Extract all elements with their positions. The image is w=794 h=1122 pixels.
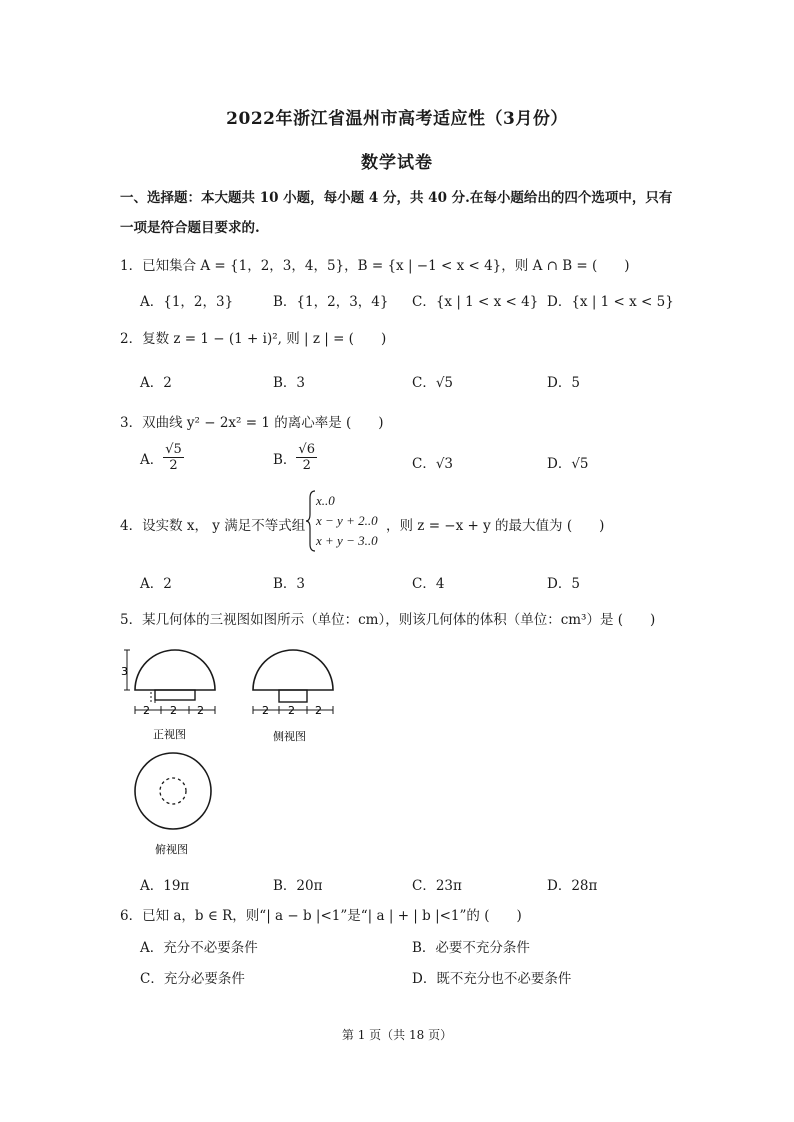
fraction-denominator: 2 [169,458,178,473]
question-1-option-c: C．{x | 1 < x < 4} [412,294,539,310]
question-1-option-a: A．{1，2，3} [140,294,234,310]
question-6-option-b: B．必要不充分条件 [412,940,530,956]
question-5-option-a: A．19π [140,878,190,894]
question-1-option-d: D．{x | 1 < x < 5} [547,294,674,310]
question-4-stem-post: ，则 z = −x + y 的最大值为 ( ) [386,518,605,534]
side-view-label: 侧视图 [273,730,306,743]
question-3-option-a-label: A． [140,451,164,468]
section-heading-line1: 一、选择题：本大题共 10 小题，每小题 4 分，共 40 分.在每小题给出的四个选项中，只有 [120,190,673,206]
fraction-sqrt6-over-2 [296,442,317,473]
page-title: 2022年浙江省温州市高考适应性（3月份） [226,109,568,129]
question-5-option-b: B．20π [273,878,323,894]
fraction-sqrt5-over-2 [163,442,184,473]
question-3-option-d: D．√5 [547,456,589,472]
front-dim-label-3: 2 [197,704,204,717]
three-view-figure [115,640,355,865]
page-subtitle: 数学试卷 [361,153,433,173]
question-5-option-c: C．23π [412,878,462,894]
fraction-denominator: 2 [302,458,311,473]
side-dim-label-2: 2 [288,704,295,717]
question-3-option-b-label: B． [273,451,297,468]
question-5-option-d: D．28π [547,878,598,894]
question-3-stem: 3．双曲线 y² − 2x² = 1 的离心率是 ( ) [120,415,384,431]
question-1-stem: 1．已知集合 A = {1，2，3，4，5}，B = {x | −1 < x < 4}，则 A ∩ B = ( ) [120,258,630,274]
question-2-option-b: B．3 [273,375,306,391]
page-footer: 第 1 页（共 18 页） [341,1028,453,1042]
question-4-option-b: B．3 [273,576,306,592]
fraction-numerator: √5 [165,442,182,457]
question-2-option-d: D．5 [547,375,580,391]
question-6-option-a: A．充分不必要条件 [140,940,258,956]
front-view-height-label: 3 [121,665,128,678]
inequality-line-3: x + y − 3..0 [316,533,378,548]
question-4-option-a: A．2 [140,576,172,592]
front-dim-label-2: 2 [170,704,177,717]
question-6-stem: 6．已知 a，b ∈ R，则“| a − b |<1”是“| a | + | b |<1”的 ( ) [120,908,522,924]
question-3-option-b [273,442,317,473]
system-brace [306,490,316,552]
question-3-option-c: C．√3 [412,456,454,472]
side-dim-label-1: 2 [262,704,269,717]
front-view-label: 正视图 [153,728,186,741]
inequality-system [316,491,378,551]
top-view-label: 俯视图 [155,843,188,856]
question-2-stem: 2．复数 z = 1 − (1 + i)², 则 | z | = ( ) [120,331,387,347]
fraction-numerator: √6 [298,442,315,457]
side-dim-label-3: 2 [315,704,322,717]
section-heading-line2: 一项是符合题目要求的. [120,220,260,236]
question-4-option-c: C．4 [412,576,445,592]
question-2-option-a: A．2 [140,375,172,391]
question-2-option-c: C．√5 [412,375,454,391]
question-4-option-d: D．5 [547,576,580,592]
question-1-option-b: B．{1，2，3，4} [273,294,389,310]
question-3-option-a [140,442,184,473]
question-5-stem: 5．某几何体的三视图如图所示（单位：cm），则该几何体的体积（单位：cm³）是 ( ) [120,612,656,628]
inequality-line-2: x − y + 2..0 [316,513,378,528]
curly-brace-icon [306,490,316,552]
front-dim-label-1: 2 [143,704,150,717]
question-6-option-d: D．既不充分也不必要条件 [412,971,572,987]
top-view [135,753,211,829]
question-4-stem-pre: 4．设实数 x， y 满足不等式组 [120,518,306,534]
inequality-line-1: x..0 [316,493,335,508]
question-6-option-c: C．充分必要条件 [140,971,245,987]
